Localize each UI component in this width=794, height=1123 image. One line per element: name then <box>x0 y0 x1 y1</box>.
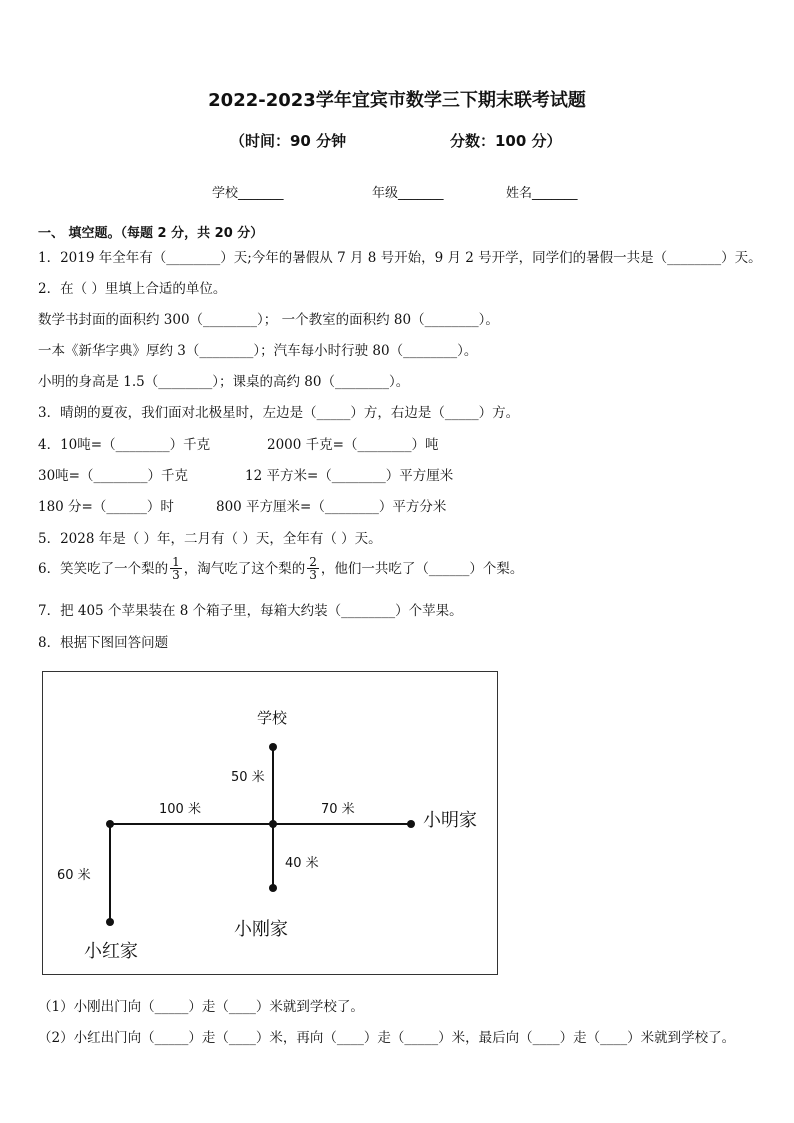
fraction-two-thirds <box>307 556 319 581</box>
school-field[interactable]: 学校_______ <box>212 186 284 201</box>
map-figure <box>42 671 498 975</box>
fraction-denominator: 3 <box>309 568 317 582</box>
question-4-row2-left: 30吨=（________）千克 <box>38 468 188 484</box>
junction-point <box>269 820 277 828</box>
fraction-numerator: 2 <box>309 555 317 569</box>
question-8: 8．根据下图回答问题 <box>38 635 169 651</box>
question-5: 5．2028 年是（ ）年，二月有（ ）天，全年有（ ）天。 <box>38 531 382 547</box>
school-label: 学校 <box>257 709 288 727</box>
xiaohong-point <box>106 918 114 926</box>
question-3: 3．晴朗的夏夜，我们面对北极星时，左边是（_____）方，右边是（_____）方。 <box>38 405 520 421</box>
fraction-one-third <box>170 556 182 581</box>
exam-time: （时间：90 分钟 <box>230 132 347 150</box>
question-4-row3-right: 800 平方厘米=（________）平方分米 <box>216 499 447 515</box>
question-8-1: （1）小刚出门向（_____）走（____）米就到学校了。 <box>38 999 364 1015</box>
question-2c: 小明的身高是 1.5（________）；课桌的高约 80（________）。 <box>38 374 410 390</box>
distance-left: 100 米 <box>159 802 201 817</box>
name-field[interactable]: 姓名_______ <box>506 186 578 201</box>
question-2: 2．在（ ）里填上合适的单位。 <box>38 281 227 297</box>
question-4-row2-right: 12 平方米=（________）平方厘米 <box>245 468 454 484</box>
question-6-text-1: 6．笑笑吃了一个梨的 <box>38 560 169 577</box>
question-2b: 一本《新华字典》厚约 3（________）；汽车每小时行驶 80（________）。 <box>38 343 478 359</box>
fraction-numerator: 1 <box>172 555 180 569</box>
distance-xiaohong: 60 米 <box>57 868 91 883</box>
xiaogang-label: 小刚家 <box>234 919 288 940</box>
page-title: 2022-2023学年宜宾市数学三下期末联考试题 <box>208 90 586 111</box>
question-4-row1-left: 4．10吨=（________）千克 <box>38 437 211 453</box>
question-8-2: （2）小红出门向（_____）走（____）米，再向（____）走（_____）米，最后向（____）走（____）米就到学校了。 <box>38 1030 736 1046</box>
distance-school: 50 米 <box>231 770 265 785</box>
school-point <box>269 743 277 751</box>
corner-point <box>106 820 114 828</box>
fraction-denominator: 3 <box>172 568 180 582</box>
section-heading: 一、 填空题。（每题 2 分，共 20 分） <box>38 226 264 241</box>
question-4-row1-right: 2000 千克=（________）吨 <box>267 437 439 453</box>
question-6-text-3: ，他们一共吃了（______）个梨。 <box>320 560 524 577</box>
grade-field[interactable]: 年级_______ <box>372 186 444 201</box>
question-6 <box>38 556 523 581</box>
question-7: 7．把 405 个苹果装在 8 个箱子里，每箱大约装（________）个苹果。 <box>38 603 463 619</box>
question-1: 1．2019 年全年有（________）天;今年的暑假从 7 月 8 号开始，9 月 2 号开学，同学们的暑假一共是（________）天。 <box>38 250 762 266</box>
exam-score: 分数：100 分） <box>450 132 562 150</box>
question-6-text-2: ，淘气吃了这个梨的 <box>183 560 306 577</box>
question-2a: 数学书封面的面积约 300（________）； 一个教室的面积约 80（________）。 <box>38 312 499 328</box>
distance-down: 40 米 <box>285 856 319 871</box>
xiaogang-point <box>269 884 277 892</box>
distance-right: 70 米 <box>321 802 355 817</box>
question-4-row3-left: 180 分=（______）时 <box>38 499 174 515</box>
map-diagram <box>43 672 499 976</box>
xiaoming-point <box>407 820 415 828</box>
xiaohong-label: 小红家 <box>84 941 138 962</box>
xiaoming-label: 小明家 <box>423 810 477 831</box>
